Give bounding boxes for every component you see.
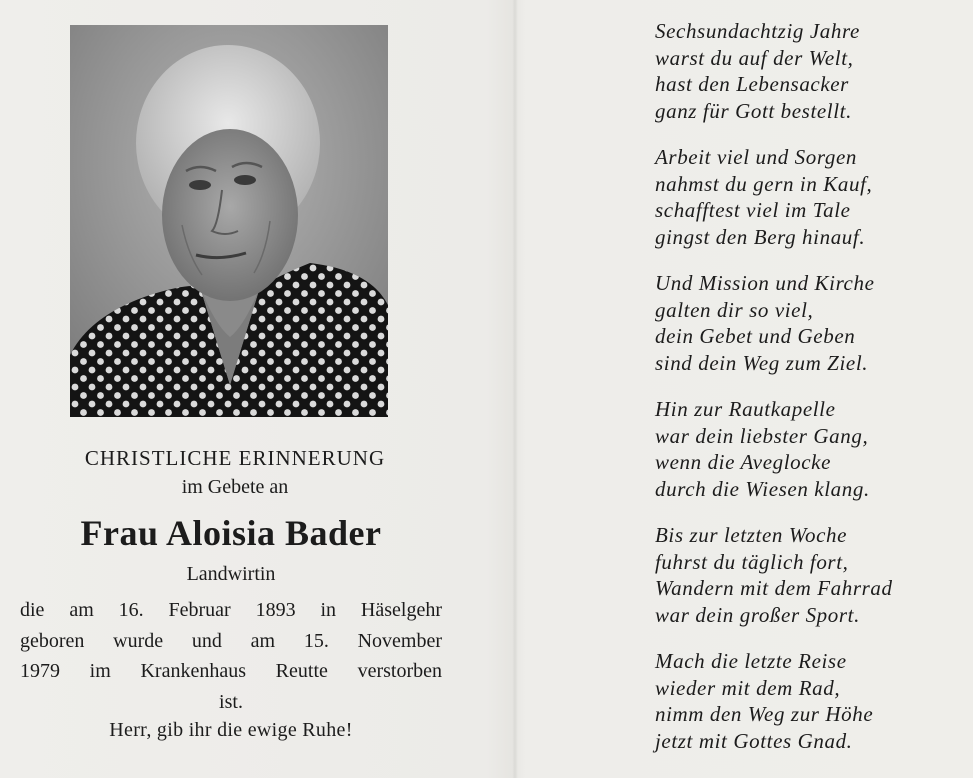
poem-line: gingst den Berg hinauf. xyxy=(655,224,866,249)
poem-line: ganz für Gott bestellt. xyxy=(655,98,852,123)
poem-line: sind dein Weg zum Ziel. xyxy=(655,350,869,375)
poem-line: wieder mit dem Rad, xyxy=(655,675,841,700)
poem-line: durch die Wiesen klang. xyxy=(655,476,870,501)
occupation: Landwirtin xyxy=(186,563,276,585)
biography-line: die am 16. Februar 1893 in Häselgehr xyxy=(20,599,442,621)
right-panel xyxy=(518,0,973,778)
biography-text xyxy=(20,595,442,717)
poem-line: schafftest viel im Tale xyxy=(655,198,851,222)
poem-line: wenn die Aveglocke xyxy=(655,450,832,474)
poem-line: hast den Lebensacker xyxy=(655,72,849,96)
poem-line: Arbeit viel und Sorgen xyxy=(655,145,857,169)
heading: CHRISTLICHE ERINNERUNG xyxy=(84,446,386,470)
biography-line: 1979 im Krankenhaus Reutte verstorben xyxy=(20,660,442,682)
poem-line: fuhrst du täglich fort, xyxy=(655,549,849,574)
poem-stanza xyxy=(655,18,965,124)
deceased-name: Frau Aloisia Bader xyxy=(80,513,382,553)
closing-prayer: Herr, gib ihr die ewige Ruhe! xyxy=(109,719,353,741)
subheading: im Gebete an xyxy=(181,476,289,498)
poem-line: war dein liebster Gang, xyxy=(655,423,869,448)
poem-line: jetzt mit Gottes Gnad. xyxy=(655,728,853,753)
poem-line: nimm den Weg zur Höhe xyxy=(655,702,874,726)
poem-line: galten dir so viel, xyxy=(655,297,814,322)
poem-stanza xyxy=(655,144,965,250)
poem-stanza xyxy=(655,396,965,502)
poem-line: Bis zur letzten Woche xyxy=(655,523,848,547)
poem-line: dein Gebet und Geben xyxy=(655,324,856,348)
poem-line: Wandern mit dem Fahrrad xyxy=(655,576,893,600)
portrait-photo xyxy=(70,25,388,417)
poem xyxy=(655,18,965,774)
poem-line: warst du auf der Welt, xyxy=(655,45,854,70)
poem-line: Sechsundachtzig Jahre xyxy=(655,19,860,43)
poem-line: war dein großer Sport. xyxy=(655,602,860,627)
biography-line: geboren wurde und am 15. November xyxy=(20,629,442,652)
poem-line: Mach die letzte Reise xyxy=(655,649,847,673)
poem-line: Und Mission und Kirche xyxy=(655,271,875,295)
biography-line: ist. xyxy=(219,690,243,713)
poem-stanza xyxy=(655,270,965,376)
poem-stanza xyxy=(655,522,965,628)
poem-stanza xyxy=(655,648,965,754)
poem-line: Hin zur Rautkapelle xyxy=(655,397,836,421)
poem-line: nahmst du gern in Kauf, xyxy=(655,171,873,196)
